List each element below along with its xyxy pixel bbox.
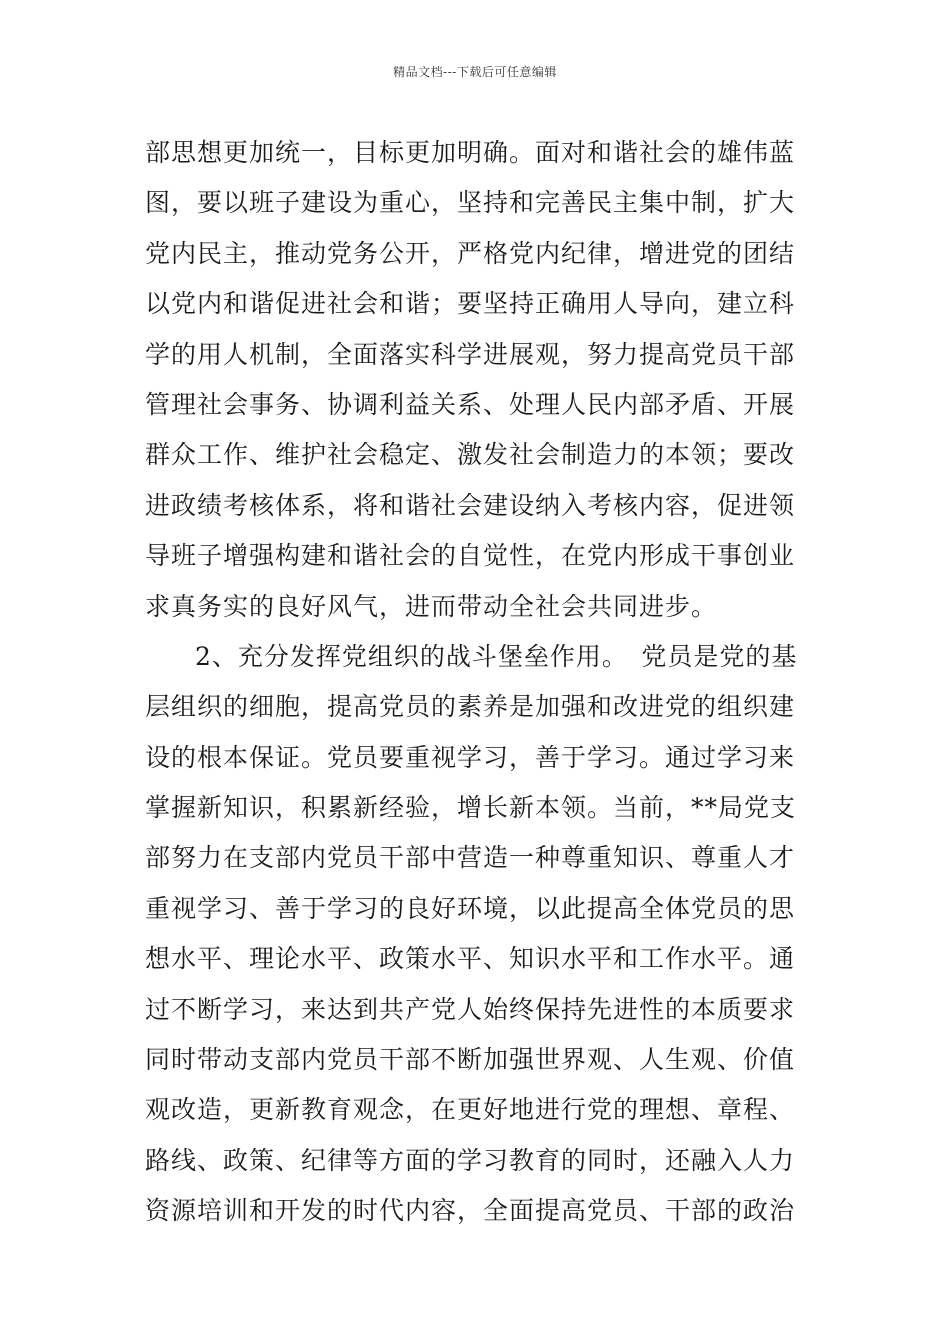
text-line: 管理社会事务、协调利益关系、处理人民内部矛盾、开展 (145, 389, 796, 419)
text-line: 观改造，更新教育观念，在更好地进行党的理想、章程、 (145, 1095, 796, 1125)
text-line: 路线、政策、纪律等方面的学习教育的同时，还融入人力 (145, 1145, 796, 1175)
text-line: 党内民主，推动党务公开，严格党内纪律，增进党的团结 (145, 238, 796, 268)
text-line: 过不断学习，来达到共产党人始终保持先进性的本质要求 (145, 994, 796, 1024)
text-line: 同时带动支部内党员干部不断加强世界观、人生观、价值 (145, 1045, 796, 1075)
text-line: 部思想更加统一，目标更加明确。面对和谐社会的雄伟蓝 (145, 138, 796, 167)
text-line: 学的用人机制，全面落实科学进展观，努力提高党员干部 (145, 339, 796, 369)
text-line: 资源培训和开发的时代内容，全面提高党员、干部的政治 (145, 1196, 796, 1226)
text-line: 重视学习、善于学习的良好环境，以此提高全体党员的思 (145, 893, 796, 923)
text-line: 部努力在支部内党员干部中营造一种尊重知识、尊重人才 (145, 843, 796, 873)
text-line: 以党内和谐促进社会和谐；要坚持正确用人导向，建立科 (145, 289, 796, 319)
text-line: 图，要以班子建设为重心，坚持和完善民主集中制，扩大 (145, 188, 796, 218)
document-body (145, 128, 815, 1237)
page-header: 精品文档---下载后可任意编辑 (393, 65, 557, 79)
text-line: 进政绩考核体系，将和谐社会建设纳入考核内容，促进领 (145, 490, 796, 520)
section-heading-line: 2、充分发挥党组织的战斗堡垒作用。 党员是党的基 (195, 641, 798, 671)
text-line: 想水平、理论水平、政策水平、知识水平和工作水平。通 (145, 944, 796, 974)
text-line: 导班子增强构建和谐社会的自觉性，在党内形成干事创业 (145, 541, 796, 571)
text-line: 掌握新知识，积累新经验，增长新本领。当前，**局党支 (145, 793, 797, 823)
text-line: 设的根本保证。党员要重视学习，善于学习。通过学习来 (145, 742, 796, 772)
text-line: 求真务实的良好风气，进而带动全社会共同进步。 (145, 591, 718, 621)
text-line: 群众工作、维护社会稳定、激发社会制造力的本领；要改 (145, 440, 796, 470)
text-line: 层组织的细胞，提高党员的素养是加强和改进党的组织建 (145, 692, 796, 722)
